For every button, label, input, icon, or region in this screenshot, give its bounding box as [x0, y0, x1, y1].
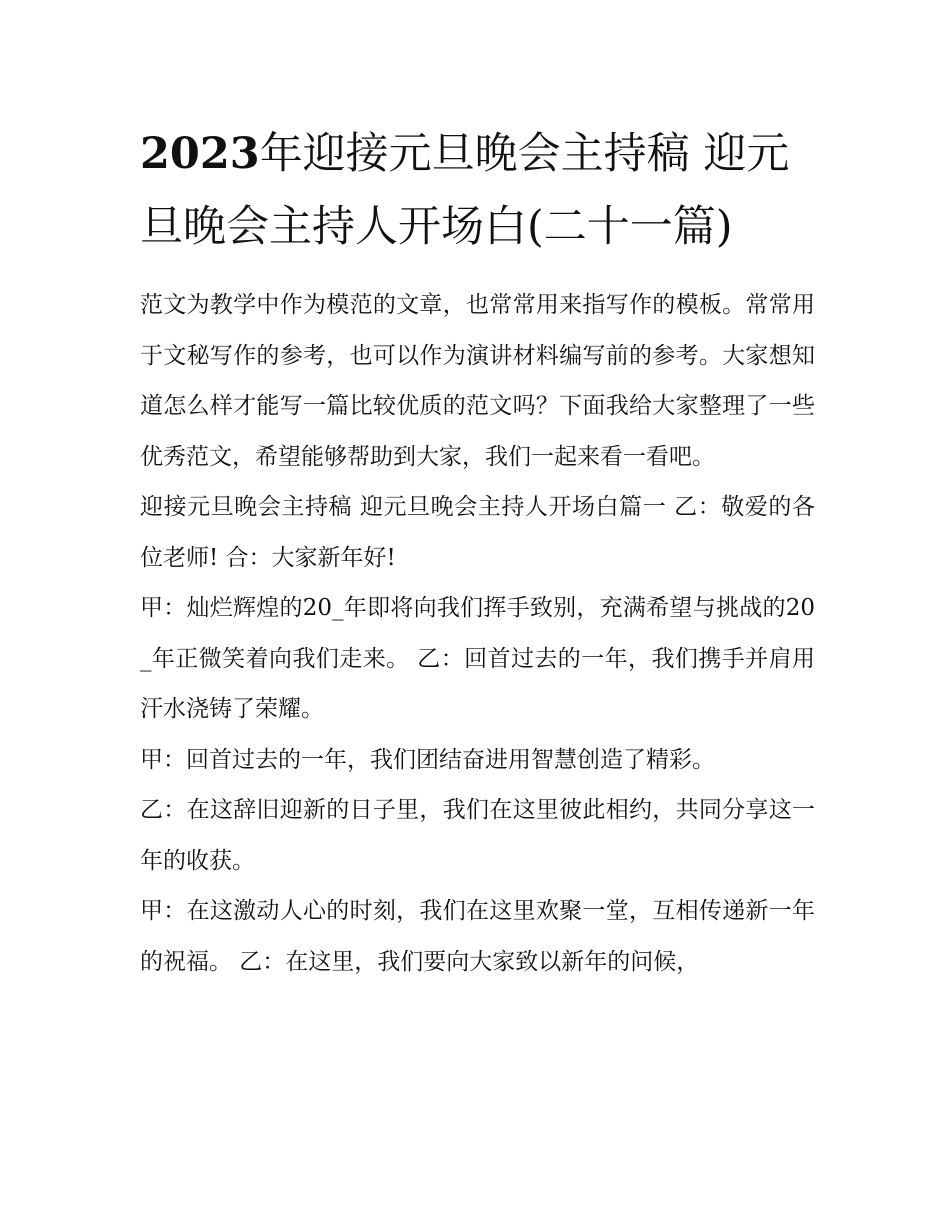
paragraph-4: 乙：在这辞旧迎新的日子里，我们在这里彼此相约，共同分享这一年的收获。: [140, 797, 815, 874]
paragraph-2: 甲：灿烂辉煌的20_年即将向我们挥手致别，充满希望与挑战的20_年正微笑着向我们走来。 乙：回首过去的一年，我们携手并肩用汗水浇铸了荣耀。: [140, 595, 815, 722]
document-title: [140, 118, 815, 264]
paragraph-intro: 范文为教学中作为模范的文章，也常常用来指写作的模板。常常用于文秘写作的参考，也可以作为演讲材料编写前的参考。大家想知道怎么样才能写一篇比较优质的范文吗？下面我给大家整理了一些优秀范文，希望能够帮助到大家，我们一起来看一看吧。: [140, 292, 815, 470]
paragraph-3: 甲：回首过去的一年，我们团结奋进用智慧创造了精彩。: [140, 746, 715, 773]
document-page: [140, 118, 815, 987]
paragraph-1: 迎接元旦晚会主持稿 迎元旦晚会主持人开场白篇一 乙：敬爱的各位老师! 合：大家新年好!: [140, 494, 815, 571]
paragraph-5: 甲：在这激动人心的时刻，我们在这里欢聚一堂，互相传递新一年的祝福。 乙：在这里，我们要向大家致以新年的问候，: [140, 898, 815, 975]
title-text: 年迎接元旦晚会主持稿 迎元旦晚会主持人开场白(二十一篇): [140, 129, 790, 252]
title-year: 2023: [140, 129, 260, 179]
